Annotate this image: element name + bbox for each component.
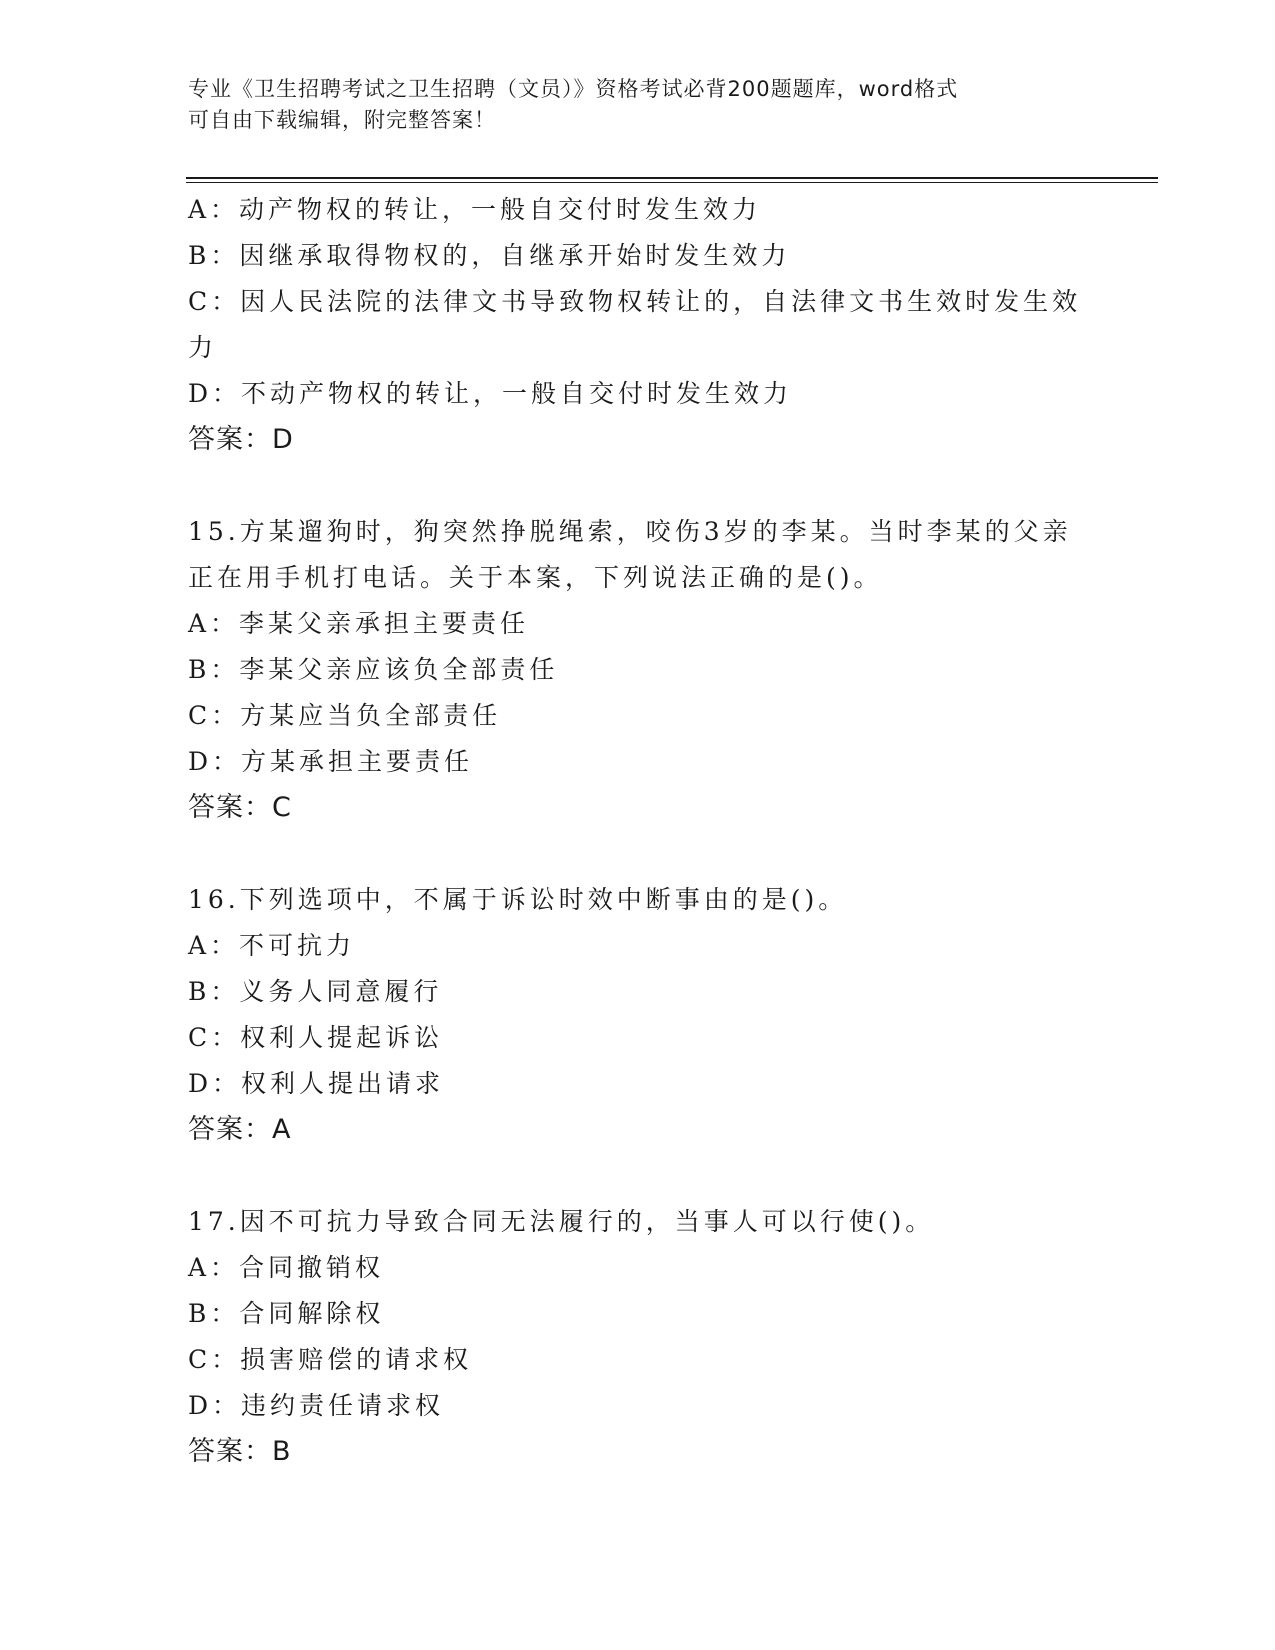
question-17 [188,1199,1078,1475]
header-divider-thick [186,177,1158,179]
option-a: A：不可抗力 [188,931,356,960]
option-b: B：李某父亲应该负全部责任 [188,655,559,684]
option-c: C：权利人提起诉讼 [188,1023,444,1052]
option-c: C：损害赔偿的请求权 [188,1345,473,1374]
option-a: A：合同撤销权 [188,1253,385,1282]
answer: 答案：D [188,424,294,455]
option-d: D：违约责任请求权 [188,1391,445,1420]
option-c-line-2: 力 [188,333,218,362]
option-a: A：动产物权的转让，一般自交付时发生效力 [188,195,762,224]
option-b: B：合同解除权 [188,1299,385,1328]
question-14-continued [188,187,1082,463]
answer: 答案：A [188,1114,292,1145]
header-line-1: 专业《卫生招聘考试之卫生招聘（文员）》资格考试必背200题题库，word格式 [188,77,959,101]
option-d: D：不动产物权的转让，一般自交付时发生效力 [188,379,793,408]
answer: 答案：B [188,1436,292,1467]
answer: 答案：C [188,792,292,823]
header-divider-thin [186,182,1158,183]
option-b: B：因继承取得物权的，自继承开始时发生效力 [188,241,791,270]
option-c: C：方某应当负全部责任 [188,701,502,730]
option-a: A：李某父亲承担主要责任 [188,609,530,638]
question-stem: 16.下列选项中，不属于诉讼时效中断事由的是()。 [188,885,848,914]
option-d: D：权利人提出请求 [188,1069,445,1098]
question-list [188,187,1082,1475]
question-16 [188,877,1078,1153]
question-15 [188,509,1078,831]
question-stem-line-1: 15.方某遛狗时，狗突然挣脱绳索，咬伤3岁的李某。当时李某的父亲 [188,517,1072,546]
spacer [188,463,1078,509]
document-header [188,74,1068,136]
spacer [188,1153,1078,1199]
header-line-2: 可自由下载编辑，附完整答案！ [188,108,496,132]
option-b: B：义务人同意履行 [188,977,443,1006]
question-stem: 17.因不可抗力导致合同无法履行的，当事人可以行使()。 [188,1207,935,1236]
option-d: D：方某承担主要责任 [188,747,474,776]
question-stem-line-2: 正在用手机打电话。关于本案，下列说法正确的是()。 [188,563,883,592]
spacer [188,831,1078,877]
option-c-line-1: C：因人民法院的法律文书导致物权转让的，自法律文书生效时发生效 [188,287,1082,316]
